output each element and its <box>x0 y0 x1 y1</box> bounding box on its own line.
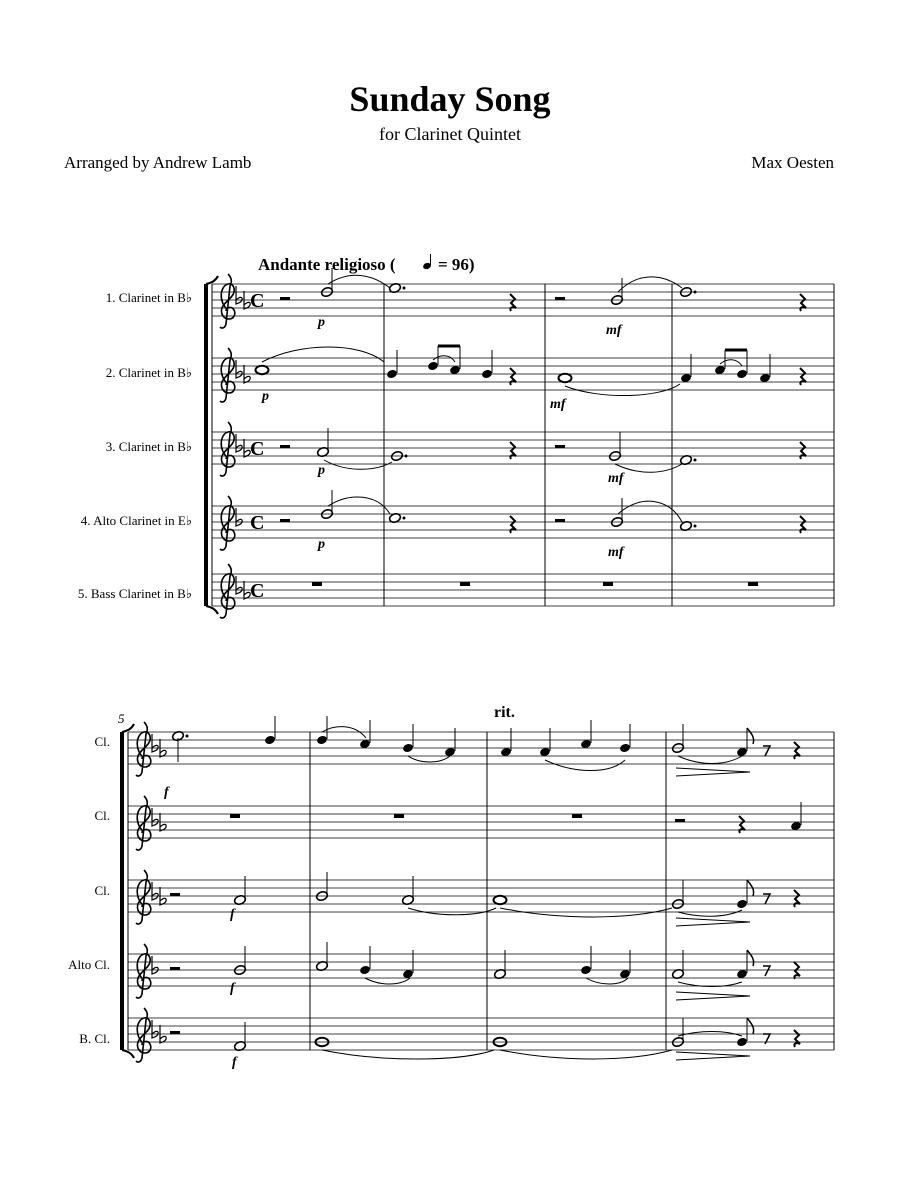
time-signature-1: C <box>250 290 265 312</box>
tempo-value: = 96) <box>438 255 475 274</box>
dynamic-p-2: p <box>262 389 269 404</box>
time-signature-5: C <box>250 580 265 602</box>
instrument-name-3: 3. Clarinet in B♭ <box>105 439 192 454</box>
sys2-staff1-notes <box>171 716 800 776</box>
tempo-text: Andante religioso ( <box>258 255 396 274</box>
staff4-notes <box>280 490 806 533</box>
instrument-name-2: 2. Clarinet in B♭ <box>105 365 192 380</box>
short-name-2: Cl. <box>94 808 110 823</box>
sys2-staff5-notes <box>170 1018 800 1060</box>
clef-icons-system1 <box>220 274 250 618</box>
time-signature-3: C <box>250 438 265 460</box>
clef-icons-system2 <box>136 722 166 1062</box>
system-2 <box>68 704 834 1070</box>
short-name-1: Cl. <box>94 734 110 749</box>
dynamic-f-5: f <box>232 1055 237 1070</box>
dynamic-mf-3: mf <box>608 471 624 486</box>
measure-number: 5 <box>118 711 125 726</box>
dynamic-f-4: f <box>230 981 235 996</box>
sys2-staff4-notes <box>170 942 800 1000</box>
dynamic-mf-4: mf <box>608 545 624 560</box>
instrument-name-1: 1. Clarinet in B♭ <box>105 290 192 305</box>
dynamic-p-3: p <box>318 463 325 478</box>
arranger-credit: Arranged by Andrew Lamb <box>64 153 252 172</box>
instrument-name-5: 5. Bass Clarinet in B♭ <box>77 586 192 601</box>
composer-credit: Max Oesten <box>751 153 834 172</box>
sys2-staff2-notes <box>230 802 802 833</box>
dynamic-f-3: f <box>230 907 235 922</box>
staff5-rests <box>312 582 758 586</box>
dynamic-mf-1: mf <box>606 323 622 338</box>
short-name-5: B. Cl. <box>79 1031 110 1046</box>
piece-subtitle: for Clarinet Quintet <box>379 124 521 144</box>
staff1-notes <box>280 268 806 311</box>
dynamic-p-4: p <box>318 537 325 552</box>
dynamic-p-1: p <box>318 315 325 330</box>
instrument-name-4: 4. Alto Clarinet in E♭ <box>80 513 192 528</box>
dynamic-mf-2: mf <box>550 397 566 412</box>
staff3-notes <box>280 428 806 472</box>
staff2-notes <box>256 346 807 396</box>
short-name-4: Alto Cl. <box>68 957 110 972</box>
ritardando-mark: rit. <box>494 704 515 721</box>
short-name-3: Cl. <box>94 883 110 898</box>
dynamic-f-1: f <box>164 785 169 800</box>
system-1 <box>78 268 834 618</box>
time-signature-4: C <box>250 512 265 534</box>
piece-title: Sunday Song <box>349 79 551 119</box>
